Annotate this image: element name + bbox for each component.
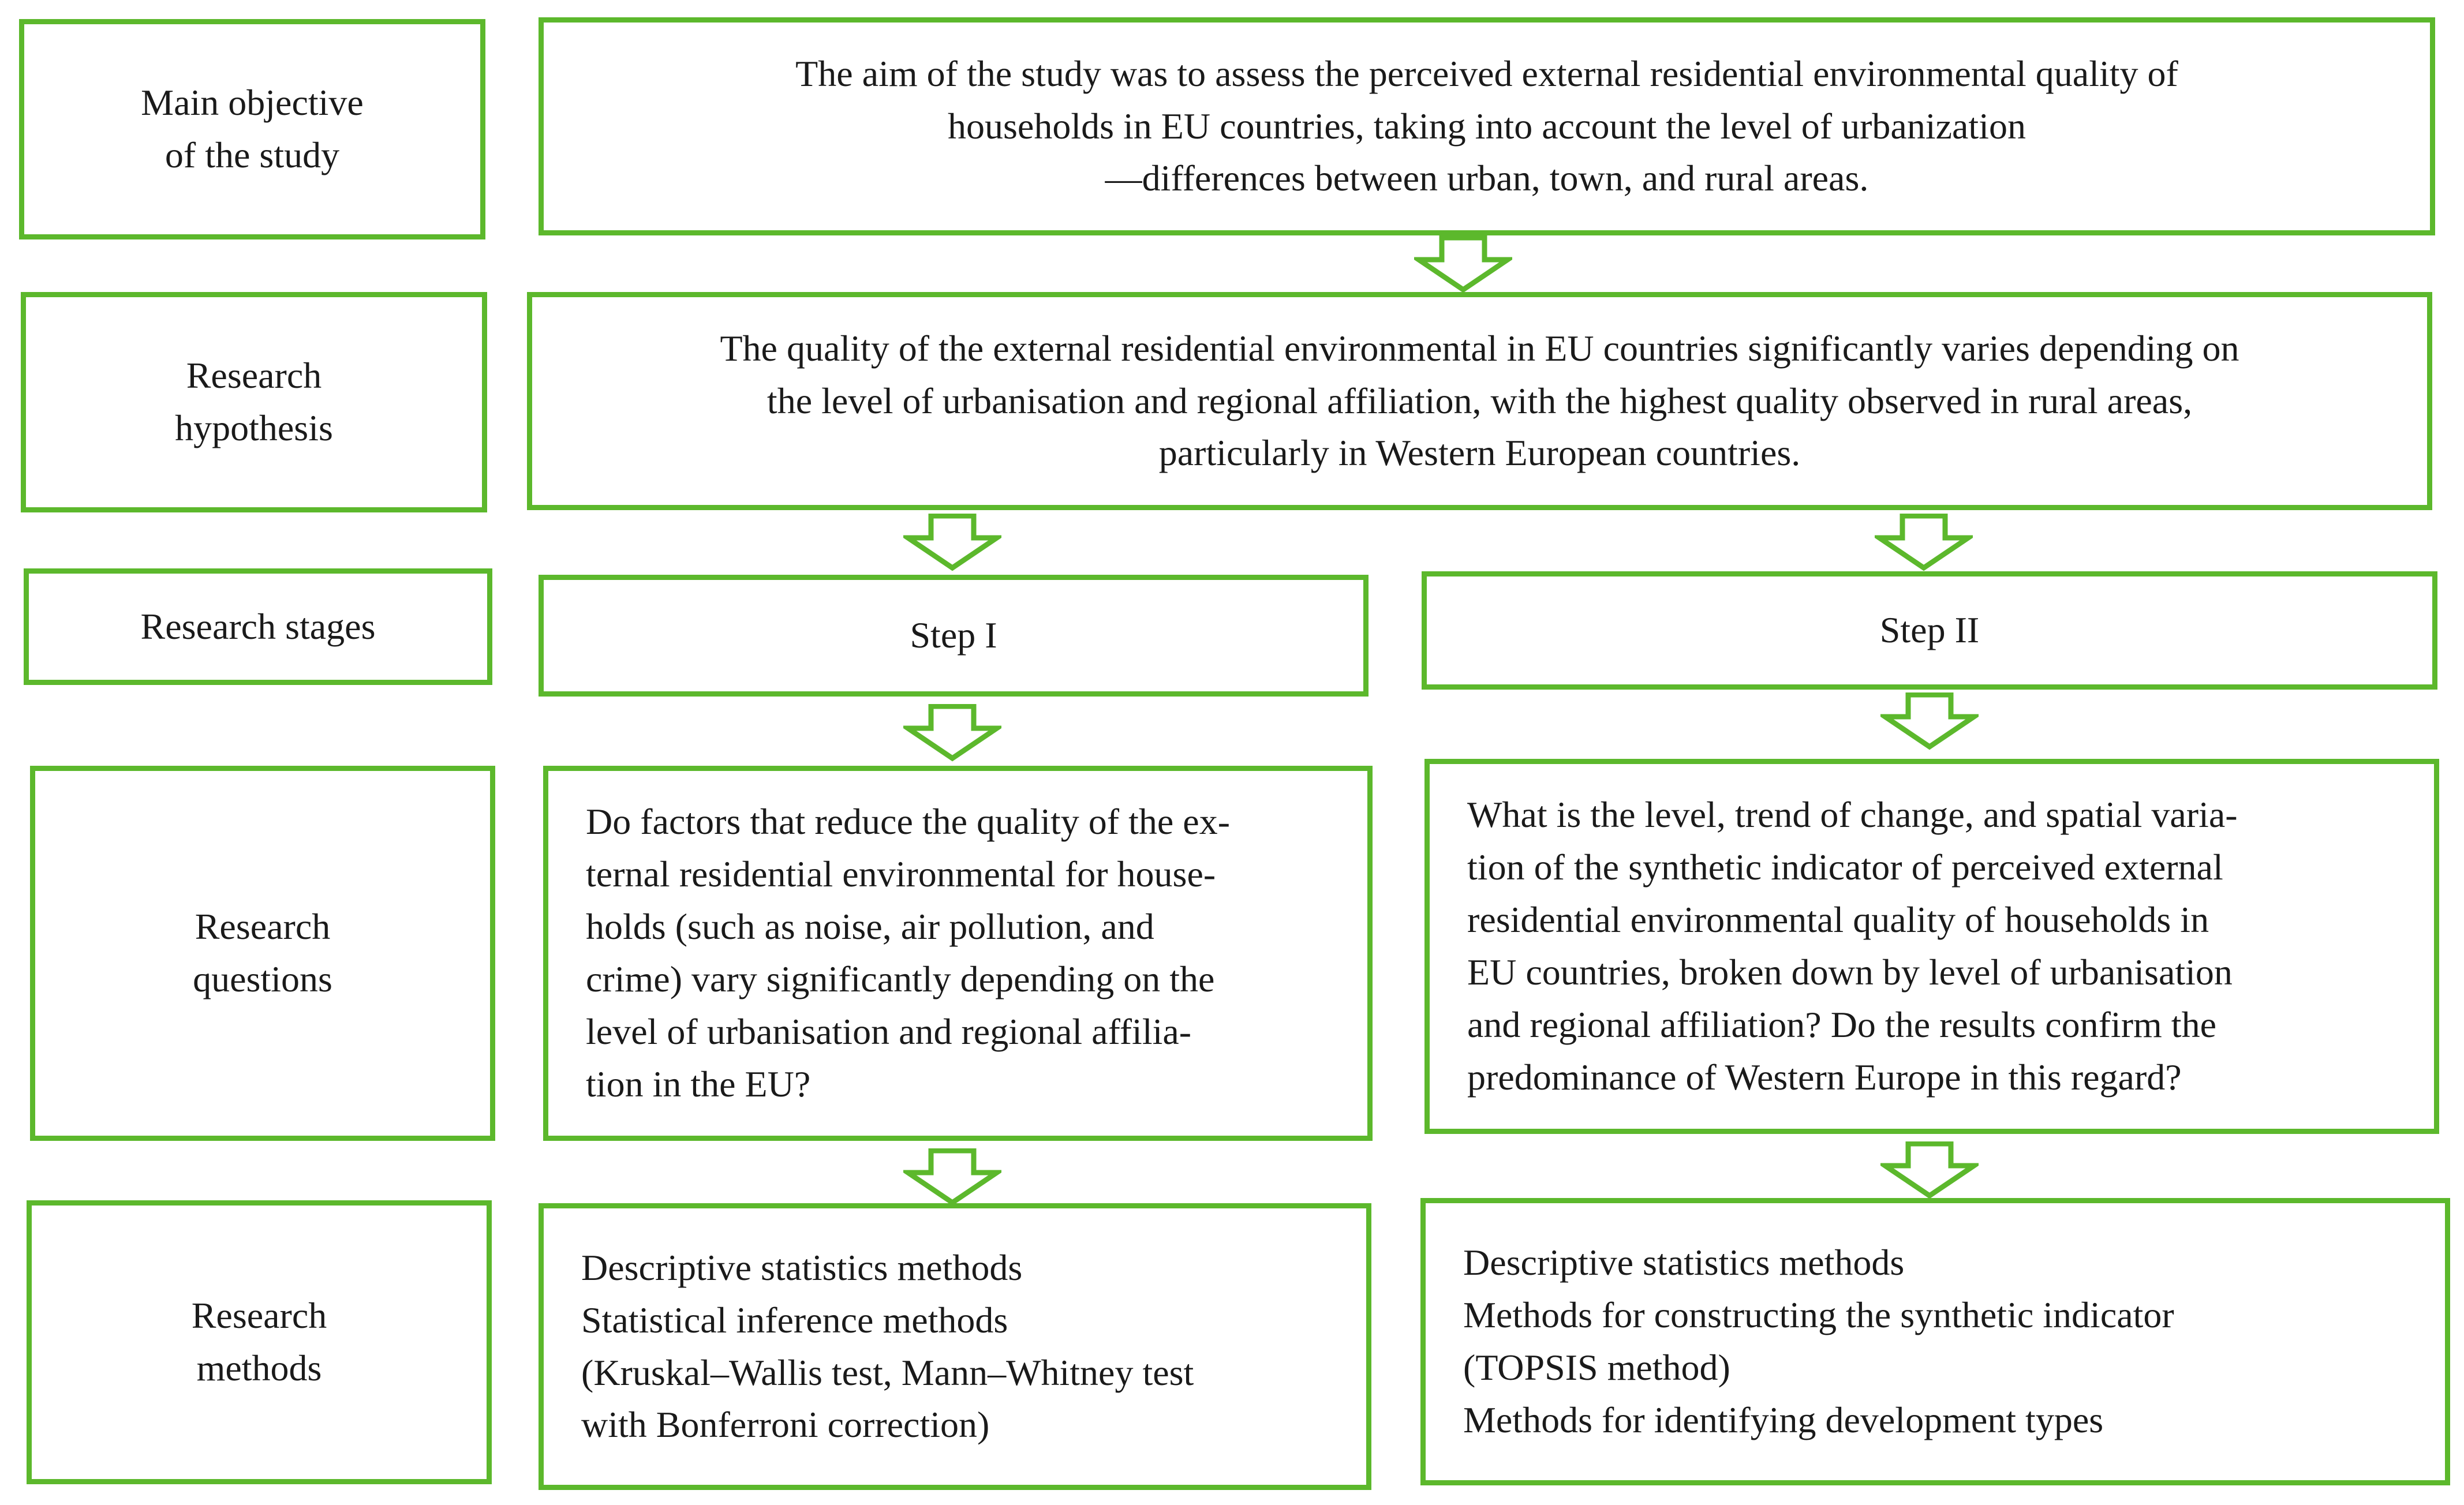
down-arrow-icon: [1880, 1141, 1979, 1199]
questions-step2-box: [1424, 759, 2439, 1134]
methods-label-box: [27, 1200, 492, 1484]
questions-step2-line-6: predominance of Western Europe in this regard?: [1467, 1056, 2182, 1098]
questions-step1-line-1: Do factors that reduce the quality of the ex-: [586, 801, 1230, 843]
questions-step1-line-2: ternal residential environmental for house-: [586, 853, 1216, 895]
methods-step2-line-1: Descriptive statistics methods: [1463, 1242, 1905, 1283]
hypothesis-content-box: [527, 292, 2432, 510]
step2-label: Step II: [1879, 609, 1980, 651]
hypothesis-label-line-2: hypothesis: [175, 407, 333, 448]
methods-step1-line-4: with Bonferroni correction): [581, 1404, 990, 1446]
down-arrow-icon: [1414, 235, 1512, 293]
arrow-step1-to-questions: [903, 704, 1001, 762]
questions-step1-line-4: crime) vary significantly depending on the: [586, 959, 1215, 999]
questions-step1-box: [543, 766, 1373, 1141]
methods-step1-line-3: (Kruskal–Wallis test, Mann–Whitney test: [581, 1351, 1194, 1393]
questions-label-box: [30, 766, 495, 1141]
step1-label: Step I: [910, 615, 997, 656]
objective-content-line-3: —differences between urban, town, and rural areas.: [1105, 158, 1869, 199]
methods-label-line-1: Research: [191, 1295, 327, 1336]
stages-label: Research stages: [140, 605, 376, 647]
methods-step1-box: [539, 1203, 1371, 1490]
arrow-questions1-to-methods: [903, 1148, 1001, 1206]
questions-label-line-2: questions: [193, 959, 332, 999]
questions-step1-line-3: holds (such as noise, air pollution, and: [586, 906, 1154, 948]
methods-label-line-2: methods: [196, 1347, 322, 1388]
objective-content-box: [539, 17, 2435, 235]
questions-step1-line-5: level of urbanisation and regional affilia-: [586, 1010, 1192, 1052]
questions-step2-line-1: What is the level, trend of change, and spatial varia-: [1467, 794, 2238, 836]
objective-label-line-2: of the study: [164, 134, 340, 175]
objective-content-line-2: households in EU countries, taking into account the level of urbanization: [948, 105, 2026, 147]
arrow-hypothesis-to-step1: [903, 514, 1001, 571]
methods-step1-line-2: Statistical inference methods: [581, 1299, 1008, 1341]
hypothesis-content-line-1: The quality of the external residential environmental in EU countries significantly varies depending on: [720, 327, 2239, 369]
hypothesis-label-line-1: Research: [186, 355, 322, 396]
questions-label-line-1: Research: [195, 906, 331, 948]
arrow-step2-to-questions: [1880, 692, 1979, 750]
arrow-objective-to-hypothesis: [1414, 235, 1512, 293]
questions-step2-line-4: EU countries, broken down by level of urbanisation: [1467, 952, 2233, 993]
methods-step2-box: [1420, 1198, 2450, 1485]
down-arrow-icon: [1880, 692, 1979, 750]
step2-box: [1422, 571, 2437, 690]
hypothesis-content-line-2: the level of urbanisation and regional affiliation, with the highest quality observed in rural areas,: [767, 380, 2193, 421]
objective-label-box: [19, 19, 485, 239]
hypothesis-content-line-3: particularly in Western European countries.: [1158, 432, 1801, 474]
down-arrow-icon: [903, 704, 1001, 762]
arrow-questions2-to-methods: [1880, 1141, 1979, 1199]
step1-box: [539, 575, 1369, 697]
methods-step2-line-3: (TOPSIS method): [1463, 1347, 1730, 1388]
questions-step2-line-3: residential environmental quality of households in: [1467, 899, 2209, 941]
down-arrow-icon: [1875, 514, 1973, 571]
down-arrow-icon: [903, 514, 1001, 571]
objective-content-line-1: The aim of the study was to assess the perceived external residential environmental quality of: [795, 53, 2178, 94]
objective-label-line-1: Main objective: [141, 82, 364, 123]
hypothesis-label-box: [21, 292, 487, 512]
stages-label-box: [24, 568, 492, 685]
questions-step2-line-5: and regional affiliation? Do the results confirm the: [1467, 1004, 2216, 1045]
questions-step1-line-6: tion in the EU?: [586, 1063, 811, 1105]
questions-step2-line-2: tion of the synthetic indicator of perceived external: [1467, 847, 2223, 888]
methods-step2-line-2: Methods for constructing the synthetic indicator: [1463, 1294, 2174, 1336]
methods-step2-line-4: Methods for identifying development types: [1463, 1399, 2104, 1440]
methods-step1-line-1: Descriptive statistics methods: [581, 1246, 1023, 1288]
arrow-hypothesis-to-step2: [1875, 514, 1973, 571]
down-arrow-icon: [903, 1148, 1001, 1206]
